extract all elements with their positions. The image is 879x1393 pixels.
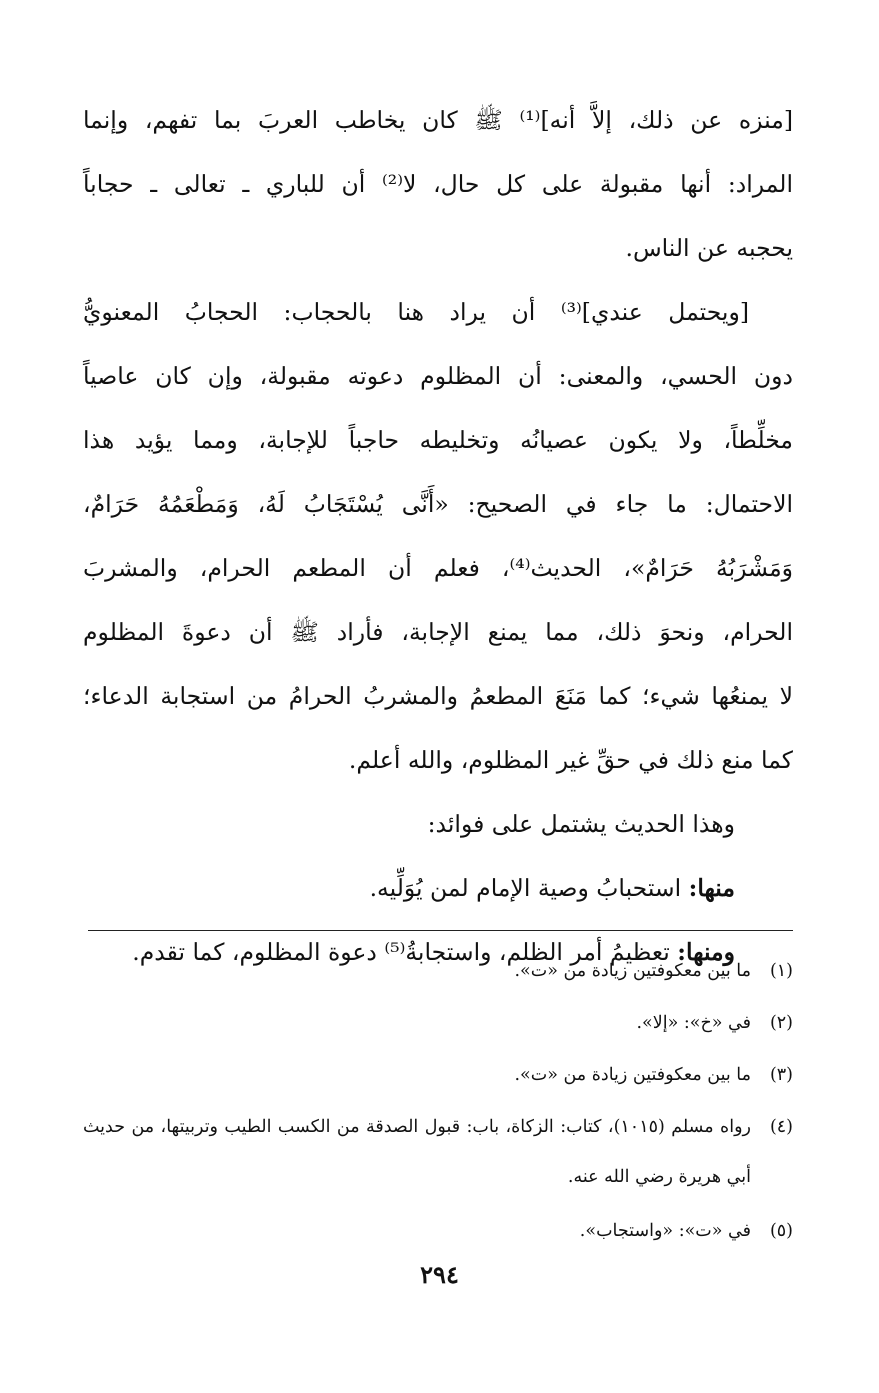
footnote-text: رواه مسلم (١٠١٥)، كتاب: الزكاة، باب: قبول الصدقة من الكسب الطيب وتربيتها، من حديث أبي هريرة رضي الله عنه. [83,1117,751,1187]
benefit-lead: ومنها: [677,938,735,966]
text-line: يحجبه عن الناس. [625,234,793,262]
page-number: ٢٩٤ [420,1260,459,1289]
text-line: الحرام، ونحوَ ذلك، مما يمنع الإجابة، فأراد ﷺ أن دعوةَ المظلوم [83,618,793,646]
text-line: المراد: أنها مقبولة على كل حال، لا⁽²⁾ أن للباري ـ تعالى ـ حجاباً [83,170,793,198]
benefit-text: استحبابُ وصية الإمام لمن يُوَلِّيه. [369,874,689,902]
footnote-number: (٤) [769,1117,793,1137]
footnote-item [83,1206,793,1258]
text-line: دون الحسي، والمعنى: أن المظلوم دعوته مقبولة، وإن كان عاصياً [83,362,793,390]
footnote-number: (٢) [769,1013,793,1033]
footnote-number: (٣) [769,1065,793,1085]
footnote-text: ما بين معكوفتين زيادة من «ت». [514,961,751,981]
footnote-item [83,1102,793,1206]
main-body-text [83,96,793,992]
footnote-item [83,946,793,998]
footnote-item [83,1050,793,1102]
text-line: [منزه عن ذلك، إلاَّ أنه]⁽¹⁾ ﷺ كان يخاطب العربَ بما تفهم، وإنما [83,106,793,134]
text-line: كما منع ذلك في حقِّ غير المظلوم، والله أعلم. [348,746,793,774]
footnote-number: (١) [769,961,793,981]
text-line: وَمَشْرَبُهُ حَرَامٌ»، الحديث⁽⁴⁾، فعلم أن المطعم الحرام، والمشربَ [83,554,794,582]
footnotes [83,946,793,1258]
footnote-text: في «خ»: «إلا». [636,1013,751,1033]
footnote-number: (٥) [769,1221,793,1241]
benefit-item [83,864,793,928]
footnote-separator [88,930,793,931]
footnote-text: في «ت»: «واستجاب». [579,1221,751,1241]
text-line: [ويحتمل عندي]⁽³⁾ أن يراد هنا بالحجاب: الحجابُ المعنويُّ [83,298,749,326]
footnote-item [83,998,793,1050]
benefit-text: تعظيمُ أمر الظلم، واستجابةُ⁽⁵⁾ دعوة المظلوم، كما تقدم. [132,938,678,966]
text-line: الاحتمال: ما جاء في الصحيح: «أَنَّى يُسْتَجَابُ لَهُ، وَمَطْعَمُهُ حَرَامٌ، [83,490,793,518]
text-line: مخلِّطاً، ولا يكون عصيانُه وتخليطه حاجباً للإجابة، ومما يؤيد هذا [83,426,793,454]
benefit-lead: منها: [688,874,735,902]
text-line: لا يمنعُها شيء؛ كما مَنَعَ المطعمُ والمشربُ الحرامُ من استجابة الدعاء؛ [83,682,793,710]
benefits-intro: وهذا الحديث يشتمل على فوائد: [427,810,735,838]
footnote-text: ما بين معكوفتين زيادة من «ت». [514,1065,751,1085]
